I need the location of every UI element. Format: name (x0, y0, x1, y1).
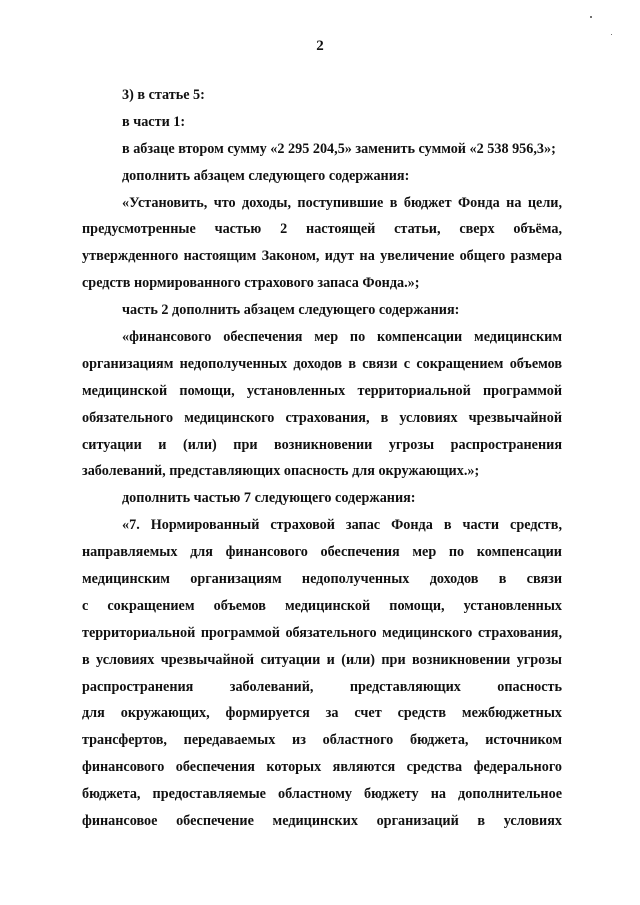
scan-speck (590, 16, 592, 18)
text-line: с сокращением объемов медицинской помощи, установленных (82, 597, 562, 614)
text-line: в абзаце втором сумму «2 295 204,5» заменить суммой «2 538 956,3»; (122, 140, 556, 157)
text-line: «Установить, что доходы, поступившие в бюджет Фонда на цели, (122, 194, 562, 211)
text-line: ситуации и (или) при возникновении угрозы распространения (82, 436, 562, 453)
text-line: дополнить частью 7 следующего содержания: (122, 490, 416, 507)
text-line: средств нормированного страхового запаса Фонда.»; (82, 275, 420, 292)
text-line: финансового обеспечения которых являются средства федерального (82, 759, 562, 776)
text-line: дополнить абзацем следующего содержания: (122, 167, 410, 184)
text-line: организациям недополученных доходов в связи с сокращением объемов (82, 355, 562, 372)
text-line: для окружающих, формируется за счет средств межбюджетных (82, 705, 562, 722)
document-body (82, 82, 562, 835)
scan-speck (611, 34, 612, 35)
text-line: 3) в статье 5: (122, 87, 205, 103)
text-line: утвержденного настоящим Законом, идут на увеличение общего размера (82, 248, 562, 265)
page-number: 2 (316, 38, 324, 54)
text-line: медицинским организациям недополученных доходов в связи (82, 571, 562, 588)
text-line: в части 1: (122, 113, 186, 130)
text-line: медицинской помощи, установленных территориальной программой (82, 382, 562, 399)
text-line: «7. Нормированный страховой запас Фонда в части средств, (122, 517, 562, 534)
text-line: бюджета, предоставляемые областному бюджету на дополнительное (82, 786, 562, 803)
text-line: трансфертов, передаваемых из областного бюджета, источником (82, 732, 562, 749)
text-line: направляемых для финансового обеспечения мер по компенсации (82, 544, 562, 561)
text-line: в условиях чрезвычайной ситуации и (или) при возникновении угрозы (82, 651, 562, 668)
text-line: распространения заболеваний, представляющих опасность (82, 678, 562, 695)
text-line: часть 2 дополнить абзацем следующего содержания: (122, 302, 460, 319)
text-line: территориальной программой обязательного медицинского страхования, (82, 624, 562, 641)
text-line: заболеваний, представляющих опасность для окружающих.»; (82, 463, 480, 480)
text-line: предусмотренные частью 2 настоящей статьи, сверх объёма, (82, 221, 562, 238)
text-line: «финансового обеспечения мер по компенсации медицинским (122, 329, 562, 346)
text-line: обязательного медицинского страхования, в условиях чрезвычайной (82, 409, 562, 426)
text-line: финансовое обеспечение медицинских организаций в условиях (82, 813, 562, 830)
